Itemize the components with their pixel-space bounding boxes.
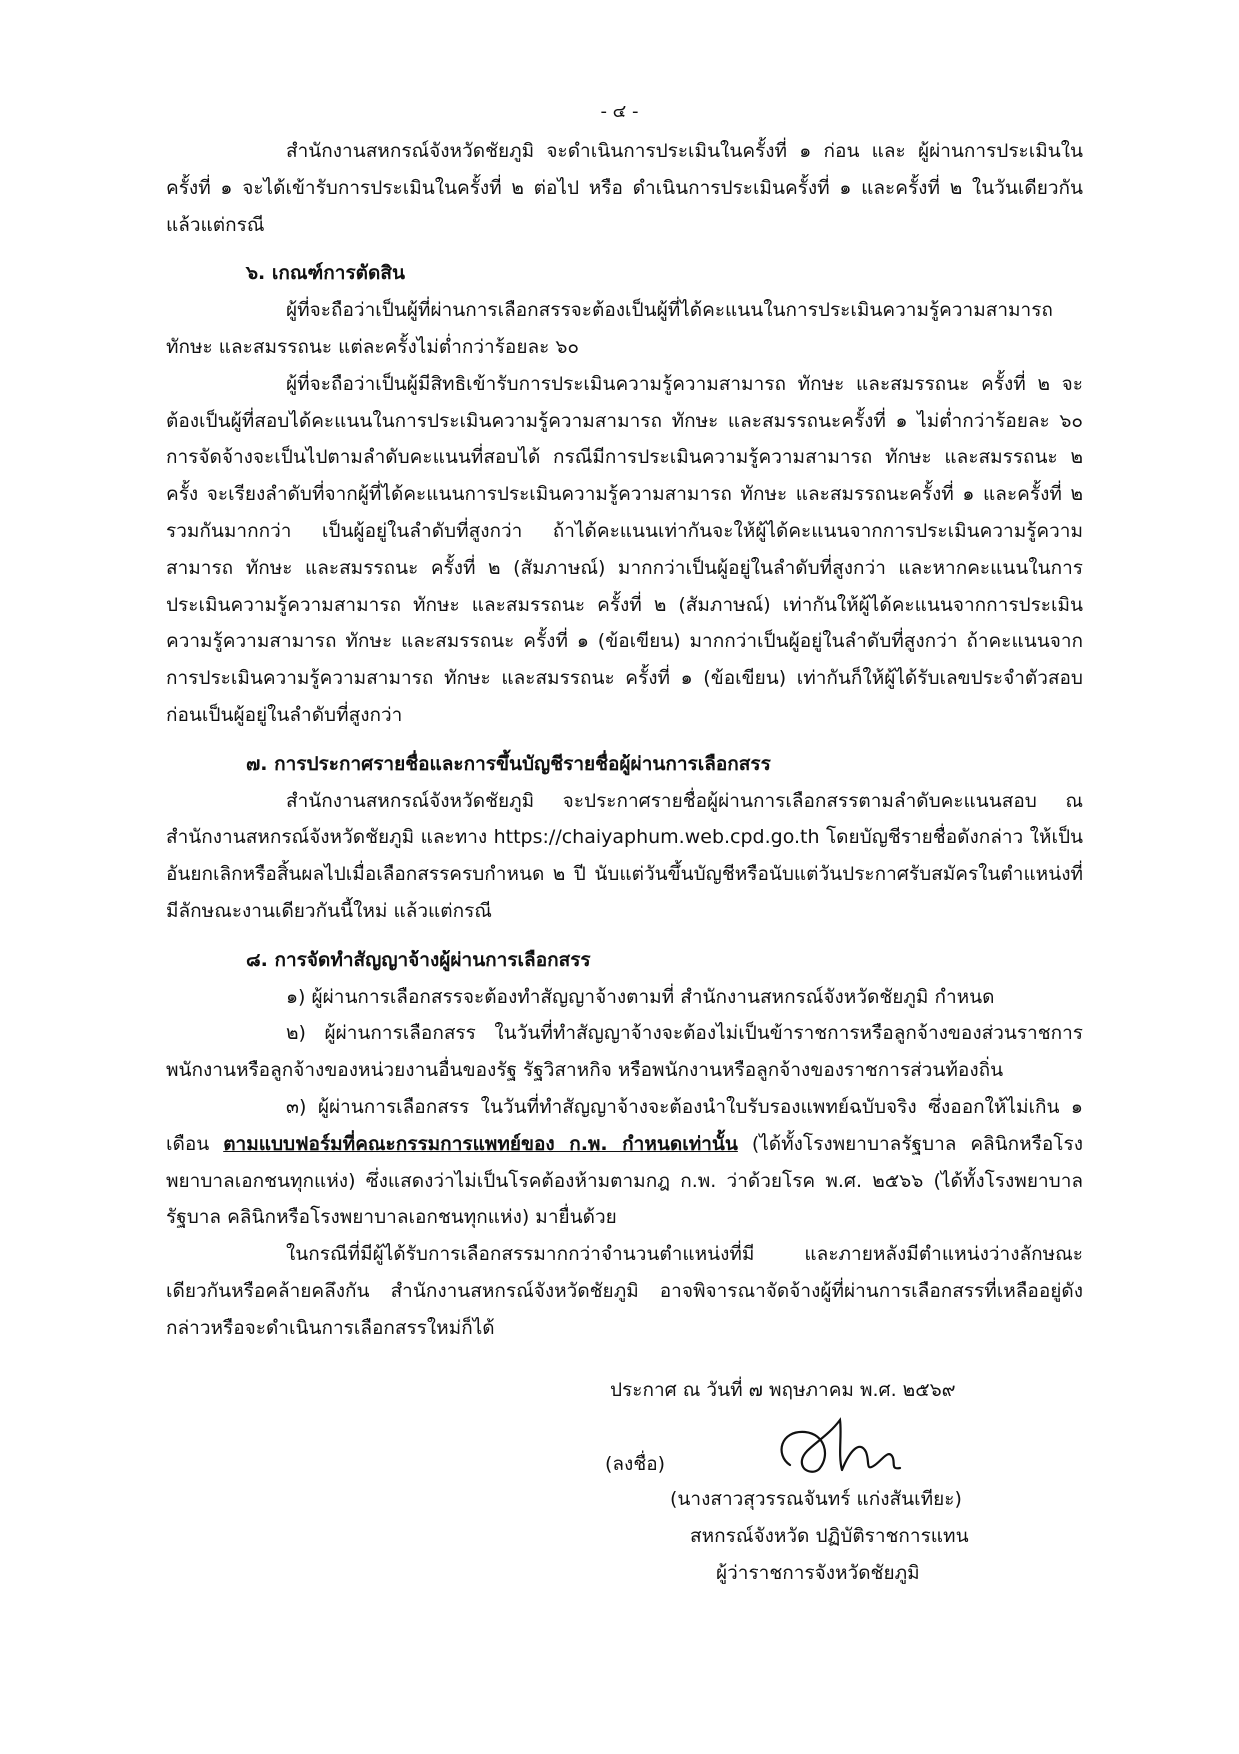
section6-paragraph-2: ผู้ที่จะถือว่าเป็นผู้มีสิทธิเข้ารับการประเมินความรู้ความสามารถ ทักษะ และสมรรถนะ ครั้งที่ ๒ จะต้องเป็นผู้ที่สอบได้คะแนนในการประเมินความรู้ความสามารถ ทักษะ และสมรรถนะครั้งที่ ๑ ไม่ต่ำกว่าร้อยละ ๖๐ การจัดจ้างจะเป็นไปตามลำดับคะแนนที่สอบได้ กรณีมีการประเมินความรู้ความสามารถ ทักษะ และสมรรถนะ ๒ ครั้ง จะเรียงลำดับที่จากผู้ที่ได้คะแนนการประเมินความรู้ความสามารถ ทักษะ และสมรรถนะครั้งที่ ๑ และครั้งที่ ๒ รวมกันมากกว่า เป็นผู้อยู่ในลำดับที่สูงกว่า ถ้าได้คะแนนเท่ากันจะให้ผู้ได้คะแนนจากการประเมินความรู้ความสามารถ ทักษะ และสมรรถนะ ครั้งที่ ๒ (สัมภาษณ์) มากกว่าเป็นผู้อยู่ในลำดับที่สูงกว่า และหากคะแนนในการประเมินความรู้ความสามารถ ทักษะ และสมรรถนะ ครั้งที่ ๒ (สัมภาษณ์) เท่ากันให้ผู้ได้คะแนนจากการประเมินความรู้ความสามารถ ทักษะ และสมรรถนะ ครั้งที่ ๑ (ข้อเขียน) มากกว่าเป็นผู้อยู่ในลำดับที่สูงกว่า ถ้าคะแนนจากการประเมินความรู้ความสามารถ ทักษะ และสมรรถนะ ครั้งที่ ๑ (ข้อเขียน) เท่ากันก็ให้ผู้ได้รับเลขประจำตัวสอบก่อนเป็นผู้อยู่ในลำดับที่สูงกว่า: [166, 372, 1083, 726]
signer-position-2: ผู้ว่าราชการจังหวัดชัยภูมิ: [716, 1562, 920, 1584]
section8-item-3: [166, 1089, 1083, 1236]
document-body: [166, 133, 1083, 1347]
page-number: - ๔ -: [600, 101, 639, 122]
signer-position-1: สหกรณ์จังหวัด ปฏิบัติราชการแทน: [690, 1525, 969, 1547]
section8-item-3-emphasis: ตามแบบฟอร์มที่คณะกรรมการแพทย์ของ ก.พ. กำหนดเท่านั้น: [223, 1132, 738, 1155]
section8-item-3-text-c: (ได้ทั้งโรงพยาบาลรัฐบาล คลินิกหรือโรงพยาบาลเอกชนทุกแห่ง) ซึ่งแสดงว่าไม่เป็นโรคต้องห้ามตามกฎ ก.พ. ว่าด้วยโรค พ.ศ. ๒๕๖๖ (ได้ทั้งโรงพยาบาลรัฐบาล คลินิกหรือโรงพยาบาลเอกชนทุกแห่ง) มายื่นด้วย: [166, 1132, 1083, 1229]
section8-heading: ๘. การจัดทำสัญญาจ้างผู้ผ่านการเลือกสรร: [246, 948, 591, 971]
section8-item-1: ๑) ผู้ผ่านการเลือกสรรจะต้องทำสัญญาจ้างตามที่ สำนักงานสหกรณ์จังหวัดชัยภูมิ กำหนด: [286, 985, 995, 1008]
signed-label: (ลงชื่อ): [605, 1453, 666, 1475]
section6-heading: ๖. เกณฑ์การตัดสิน: [246, 262, 405, 285]
section7-heading: ๗. การประกาศรายชื่อและการขึ้นบัญชีรายชื่อผู้ผ่านการเลือกสรร: [246, 752, 771, 775]
section6-paragraph-1: ผู้ที่จะถือว่าเป็นผู้ที่ผ่านการเลือกสรรจะต้องเป็นผู้ที่ได้คะแนนในการประเมินความรู้ความสามารถ ทักษะ และสมรรถนะ แต่ละครั้งไม่ต่ำกว่าร้อยละ ๖๐: [166, 299, 1053, 358]
intro-paragraph: สำนักงานสหกรณ์จังหวัดชัยภูมิ จะดำเนินการประเมินในครั้งที่ ๑ ก่อน และ ผู้ผ่านการประเมินในครั้งที่ ๑ จะได้เข้ารับการประเมินในครั้งที่ ๒ ต่อไป หรือ ดำเนินการประเมินครั้งที่ ๑ และครั้งที่ ๒ ในวันเดียวกัน แล้วแต่กรณี: [166, 140, 1083, 236]
announce-date: ประกาศ ณ วันที่ ๗ พฤษภาคม พ.ศ. ๒๕๖๙: [610, 1379, 956, 1401]
signer-name: (นางสาวสุวรรณจันทร์ แก่งสันเทียะ): [670, 1488, 962, 1510]
handwritten-signature: [770, 1410, 950, 1490]
section8-item-2: ๒) ผู้ผ่านการเลือกสรร ในวันที่ทำสัญญาจ้างจะต้องไม่เป็นข้าราชการหรือลูกจ้างของส่วนราชการ พนักงานหรือลูกจ้างของหน่วยงานอื่นของรัฐ รัฐวิสาหกิจ หรือพนักงานหรือลูกจ้างของราชการส่วนท้องถิ่น: [166, 1022, 1083, 1082]
section8-closing-paragraph: ในกรณีที่มีผู้ได้รับการเลือกสรรมากกว่าจำนวนตำแหน่งที่มี และภายหลังมีตำแหน่งว่างลักษณะเดียวกันหรือคล้ายคลึงกัน สำนักงานสหกรณ์จังหวัดชัยภูมิ อาจพิจารณาจัดจ้างผู้ที่ผ่านการเลือกสรรที่เหลืออยู่ดังกล่าวหรือจะดำเนินการเลือกสรรใหม่ก็ได้: [166, 1243, 1083, 1339]
section7-paragraph: สำนักงานสหกรณ์จังหวัดชัยภูมิ จะประกาศรายชื่อผู้ผ่านการเลือกสรรตามลำดับคะแนนสอบ ณ สำนักงานสหกรณ์จังหวัดชัยภูมิ และทาง https://chaiyaphum.web.cpd.go.th โดยบัญชีรายชื่อดังกล่าว ให้เป็นอันยกเลิกหรือสิ้นผลไปเมื่อเลือกสรรครบกำหนด ๒ ปี นับแต่วันขึ้นบัญชีหรือนับแต่วันประกาศรับสมัครในตำแหน่งที่มีลักษณะงานเดียวกันนี้ใหม่ แล้วแต่กรณี: [166, 789, 1083, 922]
section8-item-3-text-a: ๓) ผู้ผ่านการเลือกสรร ในวันที่ทำสัญญาจ้างจะต้องนำใบรับรองแพทย์ฉบับจริง ซึ่งออกให้ไม่เกิน ๑ เดือน: [166, 1095, 1083, 1155]
